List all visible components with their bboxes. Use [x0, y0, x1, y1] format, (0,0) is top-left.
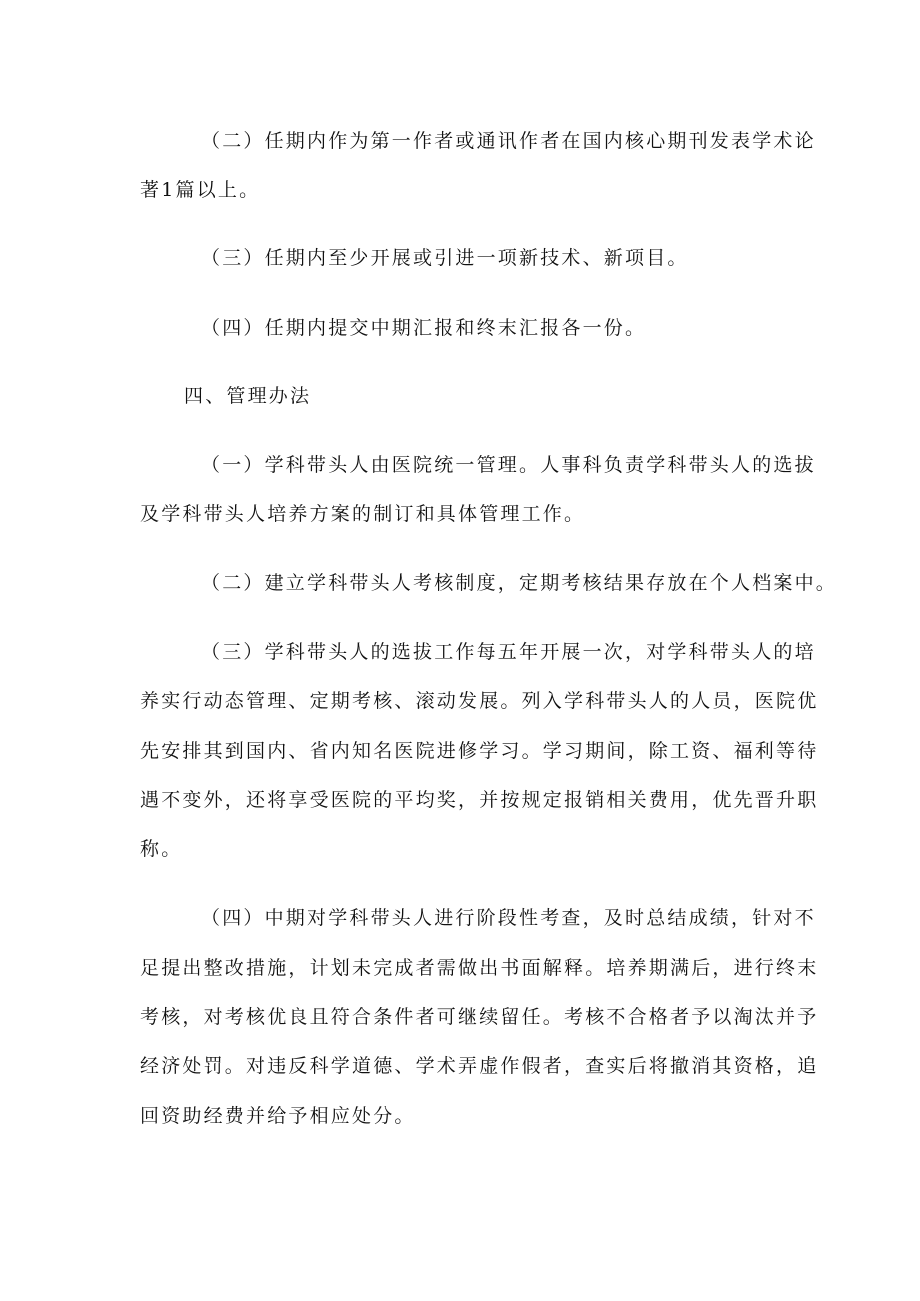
para-4-4-line-3: 考核，对考核优良且符合条件者可继续留任。考核不合格者予以淘汰并予: [140, 1006, 819, 1028]
para-4-3-line-1: （三）学科带头人的选拔工作每五年开展一次，对学科带头人的培: [201, 641, 816, 663]
para-4-1-line-1: （一）学科带头人由医院统一管理。人事科负责学科带头人的选拔: [201, 454, 816, 476]
section-heading-management: 四、管理办法: [184, 385, 312, 407]
para-4-3-line-2: 养实行动态管理、定期考核、滚动发展。列入学科带头人的人员，医院优: [140, 690, 819, 712]
para-2-2-line-1: （二）任期内作为第一作者或通讯作者在国内核心期刊发表学术论: [201, 130, 816, 152]
para-2-3-line-1: （三）任期内至少开展或引进一项新技术、新项目。: [201, 247, 689, 269]
para-4-3-line-3: 先安排其到国内、省内知名医院进修学习。学习期间，除工资、福利等待: [140, 740, 819, 762]
para-4-2-line-1: （二）建立学科带头人考核制度，定期考核结果存放在个人档案中。: [201, 572, 838, 594]
para-2-2-line-2: 著1篇以上。: [140, 179, 261, 201]
para-4-4-line-2: 足提出整改措施，计划未完成者需做出书面解释。培养期满后，进行终末: [140, 957, 819, 979]
para-4-3-line-5: 称。: [140, 838, 183, 860]
para-4-1-line-2: 及学科带头人培养方案的制订和具体管理工作。: [140, 503, 586, 525]
para-4-4-line-5: 回资助经费并给予相应处分。: [140, 1105, 416, 1127]
para-2-4-line-1: （四）任期内提交中期汇报和终末汇报各一份。: [201, 317, 647, 339]
para-4-4-line-1: （四）中期对学科带头人进行阶段性考查，及时总结成绩，针对不: [201, 907, 816, 929]
para-4-4-line-4: 经济处罚。对违反科学道德、学术弄虚作假者，查实后将撤消其资格，追: [140, 1055, 819, 1077]
para-4-3-line-4: 遇不变外，还将享受医院的平均奖，并按规定报销相关费用，优先晋升职: [140, 789, 819, 811]
